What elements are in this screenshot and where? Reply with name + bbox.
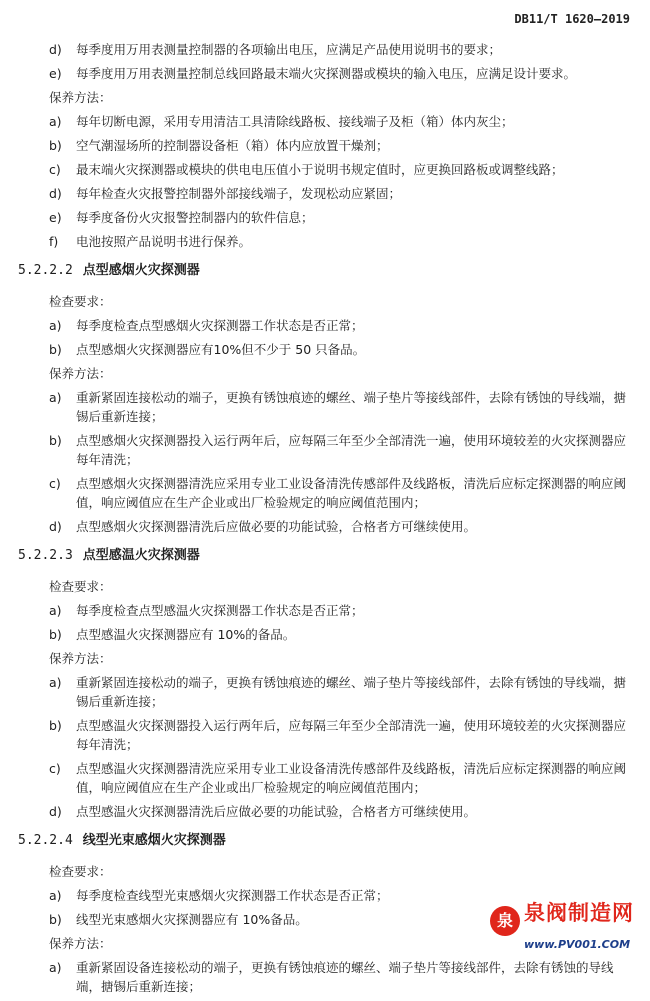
list-item-text: 点型感温火灾探测器清洗后应做必要的功能试验，合格者方可继续使用。: [76, 804, 477, 819]
inspection-requirements-title: 检查要求：: [49, 294, 112, 309]
list-item-text: 点型感温火灾探测器应有 10%的备品。: [76, 627, 296, 642]
list-item-label: b): [49, 912, 62, 927]
list-item: [0, 625, 650, 644]
list-item: [0, 517, 650, 536]
list-item-label: a): [49, 888, 62, 903]
list-item-label: a): [49, 960, 62, 975]
list-item-label: c): [49, 476, 61, 491]
list-item-text: 电池按照产品说明书进行保养。: [76, 234, 252, 249]
list-item-label: b): [49, 342, 62, 357]
inspection-requirements-title: 检查要求：: [49, 864, 112, 879]
list-item: [0, 316, 650, 335]
list-item-text: 每季度备份火灾报警控制器内的软件信息；: [76, 210, 314, 225]
watermark-logo-icon: 泉: [490, 906, 520, 936]
list-item: [0, 160, 650, 179]
section-number: 5.2.2.4: [18, 833, 73, 848]
list-item-label: c): [49, 162, 61, 177]
list-item-text: 线型光束感烟火灾探测器应有 10%备品。: [76, 912, 308, 927]
list-item: [0, 112, 650, 131]
list-item-text: 每年检查火灾报警控制器外部接线端子，发现松动应紧固；: [76, 186, 402, 201]
list-item-label: a): [49, 603, 62, 618]
list-item-text: 点型感温火灾探测器投入运行两年后，应每隔三年至少全部清洗一遍，使用环境较差的火灾探测器应每年清洗；: [76, 718, 627, 752]
list-item: [0, 232, 650, 251]
section-title: 点型感温火灾探测器: [82, 548, 200, 563]
section-title: 点型感烟火灾探测器: [82, 263, 200, 278]
maintenance-methods-title: 保养方法：: [49, 651, 112, 666]
list-item: [0, 64, 650, 83]
list-item-label: a): [49, 390, 62, 405]
list-item-label: e): [49, 66, 62, 81]
list-item: [0, 388, 650, 426]
list-item-label: a): [49, 318, 62, 333]
section-number: 5.2.2.2: [18, 263, 73, 278]
list-item: [0, 673, 650, 711]
list-item: [0, 340, 650, 359]
list-item-label: b): [49, 138, 62, 153]
inspection-requirements-title: 检查要求：: [49, 579, 112, 594]
list-item-label: e): [49, 210, 62, 225]
list-item-text: 每季度检查线型光束感烟火灾探测器工作状态是否正常；: [76, 888, 389, 903]
list-item-label: f): [49, 234, 59, 249]
list-item-text: 点型感烟火灾探测器清洗应采用专业工业设备清洗传感部件及线路板，清洗后应标定探测器的响应阈值，响应阈值应在生产企业或出厂检验规定的响应阈值范围内；: [76, 476, 627, 510]
list-item: [0, 601, 650, 620]
list-item-text: 最末端火灾探测器或模块的供电电压值小于说明书规定值时，应更换回路板或调整线路；: [76, 162, 564, 177]
list-item-text: 重新紧固设备连接松动的端子，更换有锈蚀痕迹的螺丝、端子垫片等接线部件，去除有锈蚀的导线端，搪锡后重新连接；: [76, 960, 614, 994]
section-number: 5.2.2.3: [18, 548, 73, 563]
list-item-label: a): [49, 114, 62, 129]
list-item: [0, 474, 650, 512]
list-item-label: d): [49, 519, 62, 534]
list-item-label: b): [49, 627, 62, 642]
document-body: [0, 40, 650, 1001]
list-item: [0, 958, 650, 996]
list-item-label: b): [49, 433, 62, 448]
section-heading: [0, 261, 650, 280]
list-item-label: d): [49, 186, 62, 201]
list-item: [0, 184, 650, 203]
list-item-label: d): [49, 804, 62, 819]
watermark-title: 泉阀制造网: [524, 901, 634, 925]
list-item-text: 点型感温火灾探测器清洗应采用专业工业设备清洗传感部件及线路板，清洗后应标定探测器的响应阈值，响应阈值应在生产企业或出厂检验规定的响应阈值范围内；: [76, 761, 627, 795]
watermark: [490, 901, 640, 956]
list-item-text: 每季度用万用表测量控制总线回路最末端火灾探测器或模块的输入电压，应满足设计要求。: [76, 66, 577, 81]
list-item-label: b): [49, 718, 62, 733]
watermark-url: www.PV001.COM: [524, 938, 631, 951]
list-item: [0, 431, 650, 469]
list-item: [0, 759, 650, 797]
section-title: 线型光束感烟火灾探测器: [82, 833, 226, 848]
list-item-text: 点型感烟火灾探测器投入运行两年后，应每隔三年至少全部清洗一遍，使用环境较差的火灾探测器应每年清洗；: [76, 433, 627, 467]
maintenance-methods-title: 保养方法：: [49, 366, 112, 381]
list-item-text: 空气潮湿场所的控制器设备柜（箱）体内应放置干燥剂；: [76, 138, 389, 153]
document-id: DB11/T 1620—2019: [514, 12, 630, 26]
list-item-text: 每季度检查点型感烟火灾探测器工作状态是否正常；: [76, 318, 364, 333]
list-item: [0, 40, 650, 59]
list-item-text: 点型感烟火灾探测器应有10%但不少于 50 只备品。: [76, 342, 366, 357]
list-item-text: 点型感烟火灾探测器清洗后应做必要的功能试验，合格者方可继续使用。: [76, 519, 477, 534]
list-item-text: 每季度用万用表测量控制器的各项输出电压，应满足产品使用说明书的要求；: [76, 42, 502, 57]
list-item-text: 每年切断电源，采用专用清洁工具清除线路板、接线端子及柜（箱）体内灰尘；: [76, 114, 514, 129]
list-item-text: 重新紧固连接松动的端子，更换有锈蚀痕迹的螺丝、端子垫片等接线部件，去除有锈蚀的导线端，搪锡后重新连接；: [76, 390, 627, 424]
maintenance-methods-title: 保养方法：: [49, 90, 112, 105]
list-item: [0, 136, 650, 155]
list-item: [0, 208, 650, 227]
list-item-text: 每季度检查点型感温火灾探测器工作状态是否正常；: [76, 603, 364, 618]
list-item: [0, 802, 650, 821]
section-heading: [0, 831, 650, 850]
maintenance-methods-title: 保养方法：: [49, 936, 112, 951]
section-heading: [0, 546, 650, 565]
list-item-text: 重新紧固连接松动的端子，更换有锈蚀痕迹的螺丝、端子垫片等接线部件，去除有锈蚀的导线端，搪锡后重新连接；: [76, 675, 627, 709]
list-item-label: c): [49, 761, 61, 776]
list-item-label: d): [49, 42, 62, 57]
list-item-label: a): [49, 675, 62, 690]
list-item: [0, 716, 650, 754]
